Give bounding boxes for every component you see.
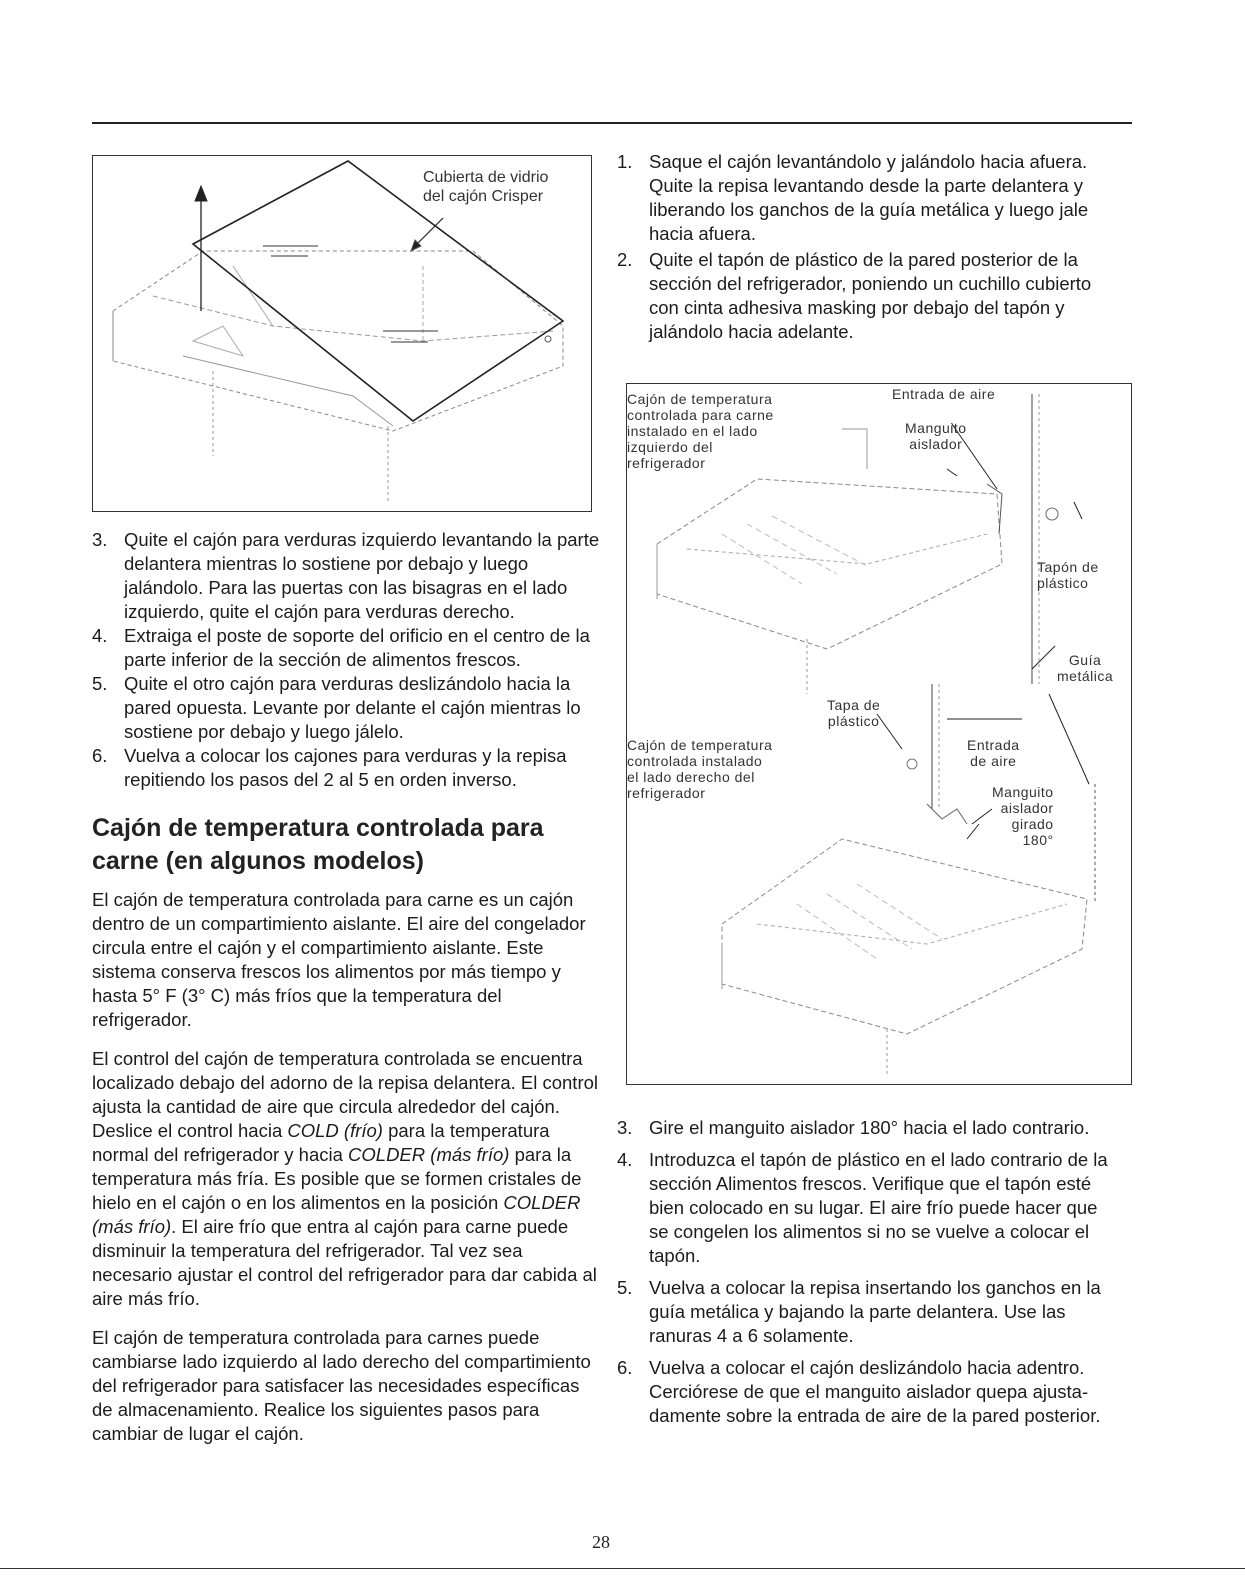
- page-number: 28: [592, 1532, 610, 1552]
- meat-drawer-illustration: [627, 384, 1131, 1084]
- step-text: Quite el cajón para verduras izquierdo levantando la parte delantera mientras lo sostiene por debajo y luego jalándolo. Para las puertas con las bisagras en el lado izquierdo, quite el cajón para verduras derecho.: [124, 529, 600, 622]
- step-item: [92, 744, 602, 792]
- relocation-paragraph: El cajón de temperatura controlada para carnes puede cambiarse lado izquierdo al lado derecho del compartimiento del refrigerador para satisfacer las necesidades específicas de almacenamiento. Realice los siguientes pasos para cambiar de lugar el cajón.: [92, 1327, 591, 1444]
- step-item: [617, 150, 1122, 246]
- left-column: [92, 528, 602, 1461]
- step-number: 2.: [617, 249, 633, 270]
- glass-cover-callout: Cubierta de vidrio del cajón Crisper: [423, 169, 549, 205]
- top-rule: [92, 122, 1132, 124]
- intro-paragraph: El cajón de temperatura controlada para carne es un cajón dentro de un compartimiento aislante. El aire del congelador circula entre el cajón y el compartimiento aislante. Este sistema conserva frescos los alimentos por más tiempo y hasta 5° F (3° C) más fríos que la temperatura del refrigerador.: [92, 889, 586, 1030]
- removal-steps-top: [617, 150, 1122, 346]
- bottom-rule: [0, 1568, 1245, 1569]
- step-item: [617, 1356, 1122, 1428]
- colder-setting-text: COLDER (más frío): [92, 1192, 581, 1237]
- step-text: Vuelva a colocar el cajón deslizándolo hacia adentro. Cerciórese de que el manguito aislador quepa ajusta-damente sobre la entrada de aire de la pared posterior.: [649, 1357, 1101, 1426]
- section-heading: Cajón de temperatura controlada para carne (en algunos modelos): [92, 814, 544, 875]
- crisper-cover-figure: [92, 155, 592, 512]
- step-item: [92, 624, 602, 672]
- air-inlet-label-bottom: Entrada de aire: [967, 737, 1020, 769]
- plastic-plug-label: Tapón de plástico: [1037, 559, 1099, 591]
- step-item: [617, 1116, 1122, 1140]
- control-paragraph: [92, 1047, 602, 1311]
- metal-guide-label: Guía metálica: [1057, 652, 1114, 684]
- step-number: 4.: [617, 1149, 633, 1170]
- plastic-cap-label: Tapa de plástico: [827, 697, 881, 729]
- rotated-sleeve-label: Manguito aislador girado 180°: [992, 784, 1054, 848]
- step-text: Vuelva a colocar la repisa insertando los ganchos en la guía metálica y bajando la parte delantera. Use las ranuras 4 a 6 solamente.: [649, 1277, 1101, 1346]
- relocation-steps-bottom: [617, 1116, 1122, 1436]
- step-item: [92, 672, 602, 744]
- insulating-sleeve-label: Manguito aislador: [905, 420, 967, 452]
- step-number: 6.: [617, 1357, 633, 1378]
- cold-setting-text: COLD (frío): [287, 1120, 383, 1141]
- crisper-drawer-illustration: [93, 156, 591, 511]
- step-item: [92, 528, 602, 624]
- step-number: 1.: [617, 151, 633, 172]
- left-installed-label: Cajón de temperatura controlada para carne instalado en el lado izquierdo del refrigerador: [627, 391, 774, 471]
- text-run: . El aire frío que entra al cajón para carne puede disminuir la temperatura del refrigerador. Tal vez sea necesario ajustar el control del refrigerador para dar cabida al aire más frío.: [92, 1216, 597, 1309]
- meat-drawer-figure: [626, 383, 1132, 1085]
- step-number: 3.: [617, 1117, 633, 1138]
- step-item: [617, 1148, 1122, 1268]
- text-run: para la temperatura normal del refrigerador y hacia: [92, 1120, 550, 1165]
- right-installed-label: Cajón de temperatura controlada instalado el lado derecho del refrigerador: [627, 737, 773, 801]
- step-text: Vuelva a colocar los cajones para verduras y la repisa repitiendo los pasos del 2 al 5 en orden inverso.: [124, 745, 567, 790]
- step-text: Quite el otro cajón para verduras deslizándolo hacia la pared opuesta. Levante por delante el cajón mientras lo sostiene por debajo y luego jálelo.: [124, 673, 581, 742]
- step-item: [617, 1276, 1122, 1348]
- step-number: 5.: [92, 673, 108, 694]
- step-number: 6.: [92, 745, 108, 766]
- step-number: 3.: [92, 529, 108, 550]
- air-inlet-label-top: Entrada de aire: [892, 386, 996, 402]
- step-text: Introduzca el tapón de plástico en el lado contrario de la sección Alimentos frescos. Verifique que el tapón esté bien colocado en su lugar. El aire frío puede hacer que se congelen los alimentos si no se vuelve a colocar el tapón.: [649, 1149, 1108, 1266]
- step-text: Extraiga el poste de soporte del orificio en el centro de la parte inferior de la sección de alimentos frescos.: [124, 625, 590, 670]
- step-number: 5.: [617, 1277, 633, 1298]
- text-run: El control del cajón de temperatura controlada se encuentra localizado debajo del adorno de la repisa delantera. El control ajusta la cantidad de aire que circula alrededor del cajón. Deslice el control hacia: [92, 1048, 599, 1141]
- text-run: para la temperatura más fría. Es posible que se formen cristales de hielo en el cajón o en los alimentos en la posición: [92, 1144, 582, 1213]
- step-text: Quite el tapón de plástico de la pared posterior de la sección del refrigerador, poniendo un cuchillo cubierto con cinta adhesiva masking por debajo del tapón y jalándolo hacia adelante.: [649, 249, 1092, 342]
- step-text: Gire el manguito aislador 180° hacia el lado contrario.: [649, 1117, 1090, 1138]
- colder-setting-text: COLDER (más frío): [348, 1144, 510, 1165]
- step-text: Saque el cajón levantándolo y jalándolo hacia afuera. Quite la repisa levantando desde la parte delantera y liberando los ganchos de la guía metálica y luego jale hacia afuera.: [649, 151, 1089, 244]
- step-item: [617, 248, 1122, 344]
- step-number: 4.: [92, 625, 108, 646]
